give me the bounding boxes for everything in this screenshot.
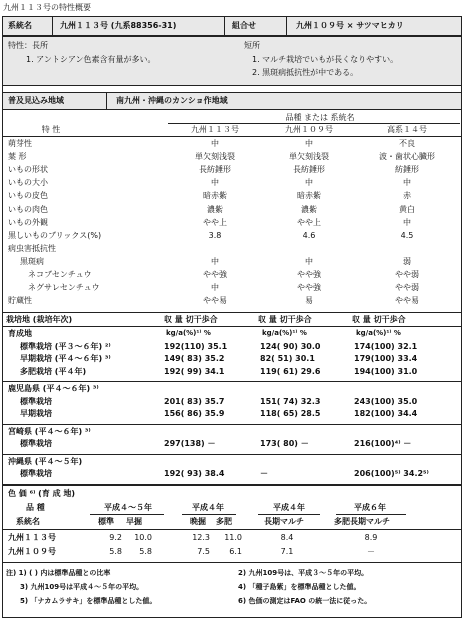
traits-col-header: 特 性 [41, 125, 61, 134]
trait-name: いもの形状 [8, 165, 48, 175]
color-period: 平成４年 [273, 503, 305, 512]
yield-value: 243(100) 35.0 [354, 396, 418, 406]
color-value: 12.3 [192, 533, 210, 542]
yield-value: 297(138) － [164, 439, 216, 448]
color-value: 10.0 [134, 533, 152, 542]
yield-row-name: 標準栽培 [20, 469, 52, 478]
trait-value: 長紡錘形 [199, 165, 231, 175]
yield-value: 156( 86) 35.9 [164, 409, 225, 418]
merit-item: 1. アントシアン色素含有量が多い。 [26, 55, 156, 64]
footnote: 2) 九州109号は、平成３～５年の平均。 [238, 569, 369, 577]
trait-value: やや上 [297, 217, 321, 227]
trait-value: 弱 [403, 256, 411, 266]
color-value: 5.8 [109, 547, 122, 556]
section-divider [2, 381, 462, 382]
color-sub: 長期マルチ [264, 517, 304, 526]
trait-name: いもの肉色 [8, 204, 48, 214]
region-value: 南九州・沖縄のカンショ作地域 [116, 96, 228, 105]
color-row-name: 九州１１３号 [8, 533, 56, 542]
yield-row-name: 早期栽培 [20, 409, 52, 418]
trait-value: 紡錘形 [395, 165, 419, 175]
trait-value: 中 [305, 139, 313, 148]
color-variety-header: 品 種 [26, 503, 45, 512]
color-value: 5.8 [139, 547, 152, 556]
region-row [2, 92, 462, 110]
yield-value: 173( 80) － [260, 439, 309, 448]
yield-unit: kg/a(%)¹⁾ % [262, 329, 307, 337]
variety-group-header: 品種 または 系統名 [285, 113, 355, 122]
trait-name: ネグサレセンチュウ [28, 283, 100, 293]
yield-site-header: 栽培地 (栽培年次) [6, 315, 73, 324]
trait-value: 不良 [399, 139, 415, 148]
yield-value: 201( 83) 35.7 [164, 396, 225, 406]
yield-site-title: 宮崎県 (平４～６年) ³⁾ [8, 426, 91, 436]
trait-value: 赤 [403, 191, 411, 201]
trait-value: 4.6 [302, 230, 316, 240]
yield-col-header: 収 量 切干歩合 [164, 315, 218, 324]
footnote: 3) 九州109号は平成４～５年の平均。 [20, 583, 144, 591]
yield-value: 192(110) 35.1 [164, 341, 228, 351]
page-title: 九州１１３号の特性概要 [3, 3, 91, 12]
yield-unit: kg/a(%)¹⁾ % [166, 329, 211, 337]
trait-name: いもの皮色 [8, 191, 48, 201]
yield-row-name: 早期栽培 (平４～６年) ³⁾ [20, 354, 111, 363]
yield-unit: kg/a(%)¹⁾ % [356, 329, 401, 337]
yield-value: 182(100) 34.4 [354, 409, 418, 418]
trait-value: 黄白 [399, 204, 415, 214]
yield-value: 194(100) 31.0 [354, 366, 418, 376]
trait-value: やや上 [203, 217, 227, 227]
trait-value: 長紡錘形 [293, 165, 325, 175]
color-title: 色 価 ⁶⁾ (育 成 地) [8, 489, 76, 498]
trait-name: 病虫害抵抗性 [8, 243, 56, 253]
yield-row-name: 標準栽培 (平３～６年) ²⁾ [20, 341, 111, 351]
yield-row-name: 標準栽培 [20, 439, 52, 448]
yield-value: 174(100) 32.1 [354, 341, 418, 351]
color-value: 7.1 [280, 547, 294, 556]
trait-value: やや強 [297, 283, 321, 293]
color-value: 8.9 [364, 533, 378, 542]
footnote: 6) 色価の測定はFAO の統一法に従った。 [238, 597, 372, 605]
yield-value: － [260, 469, 268, 478]
trait-value: 中 [211, 283, 219, 293]
lineage-value: 九州１１３号 (九系88356-31) [60, 21, 177, 30]
section-divider [2, 454, 462, 455]
color-period: 平成４～５年 [104, 503, 152, 512]
trait-name: 貯蔵性 [8, 296, 32, 306]
lineage-label: 系統名 [8, 21, 32, 30]
trait-name: 黒しいものブリックス(%) [8, 230, 102, 240]
cross-value: 九州１０９号 × サツマヒカリ [296, 21, 404, 30]
color-value: 8.4 [280, 533, 294, 542]
trait-value: やや強 [203, 270, 227, 279]
trait-value: 濃紫 [301, 204, 317, 214]
yield-value: 82( 51) 30.1 [260, 354, 315, 363]
color-period: 平成６年 [354, 503, 386, 512]
merits-label: 特性：長所 [8, 41, 48, 50]
variety-header: 九州１１３号 [191, 125, 239, 134]
yield-value: 124( 90) 30.0 [260, 341, 321, 351]
trait-value: 中 [305, 178, 313, 188]
trait-value: 暗赤紫 [203, 191, 227, 201]
trait-name: 黒斑病 [20, 256, 44, 266]
color-sub: 早掘 [126, 517, 142, 526]
yield-value: 119( 61) 29.6 [260, 366, 321, 376]
footnote: 注) 1) ( ) 内は標準品種との比率 [6, 569, 111, 577]
demerits-label: 短所 [244, 41, 260, 50]
trait-value: 中 [403, 178, 411, 188]
yield-value: 118( 65) 28.5 [260, 409, 321, 418]
color-value: 9.2 [109, 533, 122, 542]
trait-name: 萌芽性 [8, 139, 32, 148]
trait-name: いもの大小 [8, 178, 48, 188]
yield-value: 151( 74) 32.3 [260, 396, 321, 406]
color-value: 11.0 [224, 533, 242, 542]
yield-value: 192( 93) 38.4 [164, 469, 225, 478]
variety-header: 九州１０９号 [285, 125, 333, 134]
yield-value: 149( 83) 35.2 [164, 354, 225, 363]
trait-value: 中 [211, 178, 219, 188]
color-sub: 多肥 [216, 517, 232, 526]
demerit-item: 1. マルチ栽培でいもが長くなりやすい。 [252, 55, 399, 64]
trait-name: 葉 形 [8, 152, 27, 162]
trait-value: 単欠刻浅裂 [289, 152, 329, 162]
trait-value: 単欠刻浅裂 [195, 152, 235, 162]
trait-value: 暗赤紫 [297, 191, 321, 201]
trait-value: やや強 [297, 270, 321, 279]
yield-value: 206(100)⁵⁾ 34.2⁵⁾ [354, 469, 429, 478]
color-value: － [367, 547, 375, 556]
trait-value: やや易 [395, 296, 419, 306]
demerit-item: 2. 黒斑病抵抗性が中である。 [252, 68, 359, 77]
trait-name: ネコブセンチュウ [28, 270, 92, 279]
color-lineage-header: 系統名 [16, 517, 40, 526]
trait-value: やや弱 [395, 270, 419, 279]
yield-site-title: 鹿児島県 (平４～６年) ³⁾ [8, 384, 99, 393]
trait-value: 易 [305, 296, 313, 306]
color-sub: 多肥長期マルチ [334, 517, 390, 526]
trait-value: やや易 [203, 296, 227, 306]
cross-label: 組合せ [232, 21, 256, 30]
color-value: 6.1 [229, 547, 242, 556]
yield-row-name: 標準栽培 [20, 396, 52, 406]
color-row-name: 九州１０９号 [8, 547, 56, 556]
yield-site-title: 育成地 [8, 329, 32, 338]
variety-header: 高系１４号 [387, 125, 427, 134]
color-period: 平成４年 [192, 503, 224, 512]
footnote: 4) 「種子島紫」を標準品種とした値。 [238, 583, 361, 591]
yield-value: 216(100)⁴⁾ － [354, 439, 412, 448]
yield-row-name: 多肥栽培 (平４年) [20, 366, 87, 376]
trait-value: 中 [403, 217, 411, 227]
footnote: 5) 「ナカムラサキ」を標準品種とした値。 [20, 597, 157, 605]
section-divider [2, 424, 462, 425]
trait-value: 3.8 [208, 230, 222, 240]
region-label: 普及見込み地域 [8, 96, 64, 105]
color-sub: 晩掘 [190, 517, 206, 526]
yield-site-title: 沖縄県 (平４～５年) [8, 456, 83, 466]
yield-value: 192( 99) 34.1 [164, 366, 225, 376]
trait-value: 濃紫 [207, 204, 223, 214]
trait-value: やや弱 [395, 283, 419, 293]
trait-value: 4.5 [400, 230, 414, 240]
yield-col-header: 収 量 切干歩合 [352, 315, 406, 324]
trait-value: 波・歯状心臓形 [379, 152, 435, 162]
yield-col-header: 収 量 切干歩合 [258, 315, 312, 324]
color-value: 7.5 [197, 547, 210, 556]
trait-name: いもの外観 [8, 217, 48, 227]
yield-value: 179(100) 33.4 [354, 354, 418, 363]
trait-value: 中 [211, 256, 219, 266]
trait-value: 中 [305, 256, 313, 266]
trait-value: 中 [211, 139, 219, 148]
color-sub: 標準 [98, 517, 114, 526]
